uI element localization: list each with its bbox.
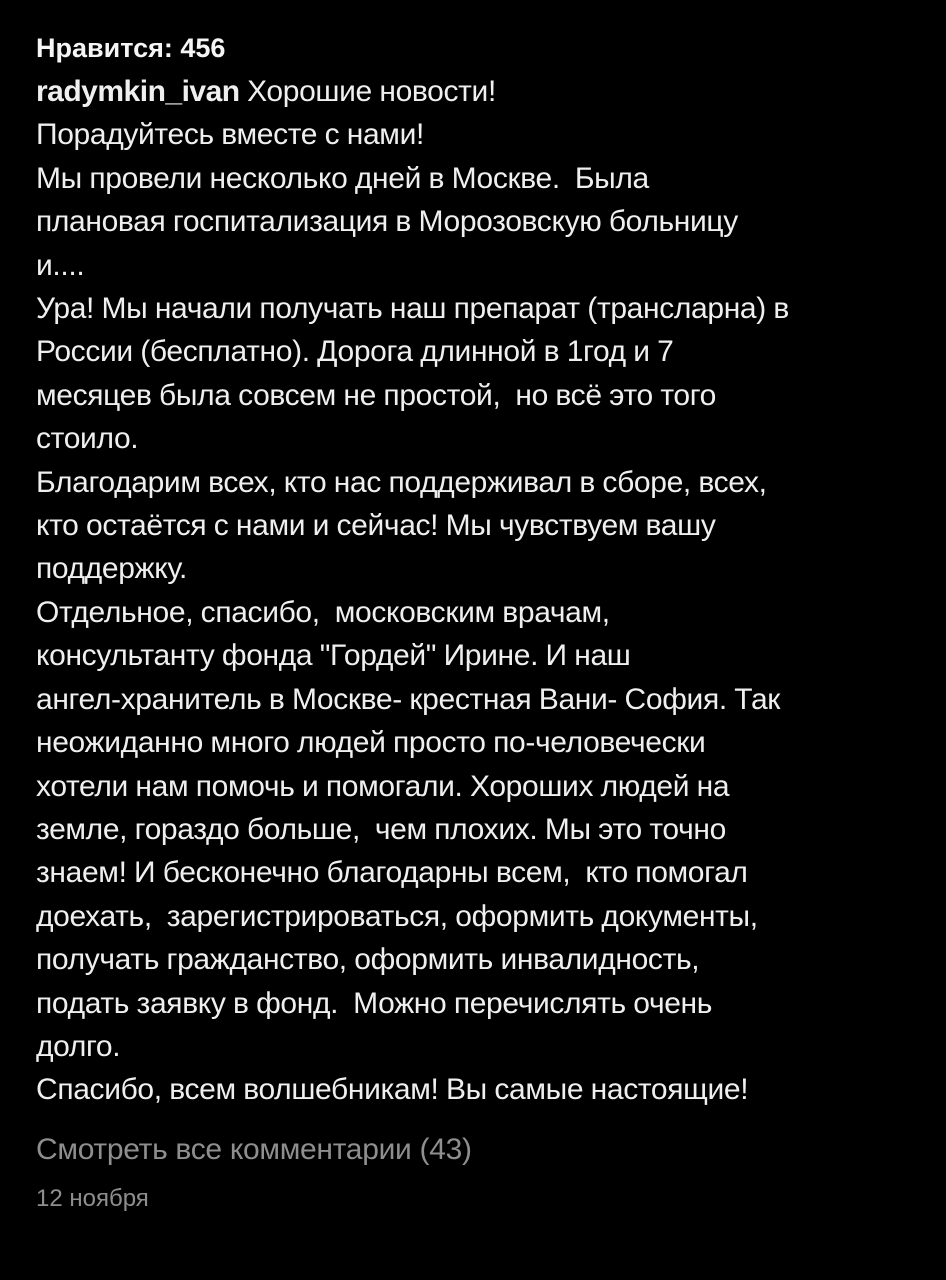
post-details <box>36 28 916 1216</box>
likes-count[interactable]: Нравится: 456 <box>36 33 226 63</box>
post-date: 12 ноября <box>36 1184 149 1212</box>
caption-line: ангел-хранитель в Москве- крестная Вани- София. Так <box>36 682 781 716</box>
post-caption <box>36 70 916 1112</box>
caption-line: консультанту фонда "Гордей" Ирине. И наш <box>36 639 631 673</box>
caption-line: кто остаётся с нами и сейчас! Мы чувствуем вашу <box>36 509 716 543</box>
caption-line: Мы провели несколько дней в Москве. Была <box>36 161 649 195</box>
caption-line: плановая госпитализация в Морозовскую больницу <box>36 205 738 239</box>
caption-line: Отдельное, спасибо, московским врачам, <box>36 595 610 629</box>
caption-line: стоило. <box>36 422 139 456</box>
caption-line: неожиданно много людей просто по-человечески <box>36 726 706 760</box>
caption-line: Спасибо, всем волшебникам! Вы самые настоящие! <box>36 1073 749 1107</box>
caption-line: доехать, зарегистрироваться, оформить документы, <box>36 899 758 933</box>
caption-line: Благодарим всех, кто нас поддерживал в сборе, всех, <box>36 465 767 499</box>
username-link[interactable]: radymkin_ivan <box>36 75 240 108</box>
caption-line: Ура! Мы начали получать наш препарат (трансларна) в <box>36 292 789 326</box>
caption-text: Хорошие новости! <box>239 75 496 108</box>
caption-line: долго. <box>36 1029 121 1063</box>
caption-line: земле, гораздо больше, чем плохих. Мы это точно <box>36 812 726 846</box>
caption-line: и.... <box>36 248 85 282</box>
caption-line: получать гражданство, оформить инвалидность, <box>36 943 700 977</box>
view-all-comments-link[interactable]: Смотреть все комментарии (43) <box>36 1132 472 1166</box>
caption-line: России (бесплатно). Дорога длинной в 1год и 7 <box>36 335 674 369</box>
caption-line: Порадуйтесь вместе с нами! <box>36 118 424 152</box>
caption-line: подать заявку в фонд. Можно перечислять очень <box>36 986 713 1020</box>
caption-line: знаем! И бесконечно благодарны всем, кто помогал <box>36 856 748 890</box>
caption-line: месяцев была совсем не простой, но всё это того <box>36 378 716 412</box>
caption-line: хотели нам помочь и помогали. Хороших людей на <box>36 769 730 803</box>
caption-line: поддержку. <box>36 552 188 586</box>
caption-first-line <box>36 70 916 113</box>
